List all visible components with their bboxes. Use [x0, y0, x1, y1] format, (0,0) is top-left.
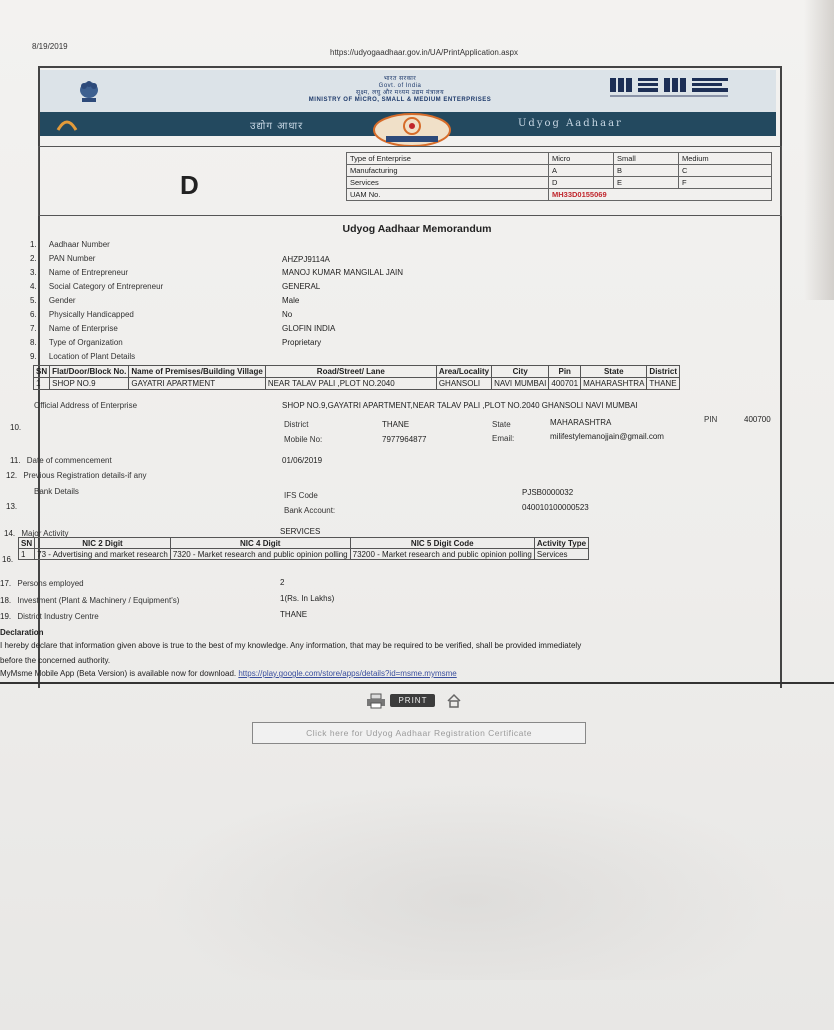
- field-label: Previous Registration details-if any: [23, 471, 147, 480]
- field-label: Location of Plant Details: [48, 352, 136, 361]
- field-label: District Industry Centre: [17, 612, 99, 621]
- plant-location-table: [33, 365, 680, 390]
- table-row: [347, 189, 772, 201]
- field-label: Physically Handicapped: [48, 310, 134, 319]
- table-row: [347, 165, 772, 177]
- field-number: 7.: [30, 324, 37, 333]
- field-label: Social Category of Entrepreneur: [48, 282, 164, 291]
- field-investment: [0, 596, 179, 606]
- account-value: 040010100000523: [522, 503, 589, 512]
- field-label: Name of Entrepreneur: [48, 268, 129, 277]
- document-title: Udyog Aadhaar Memorandum: [342, 223, 492, 235]
- district-label: District: [284, 420, 309, 429]
- field-number: 10.: [10, 423, 22, 432]
- field-label: Investment (Plant & Machinery / Equipment's): [17, 596, 180, 605]
- district-value: THANE: [382, 420, 410, 429]
- major-activity-value: SERVICES: [280, 527, 321, 536]
- account-label: Bank Account:: [284, 506, 336, 515]
- table-header: SN: [34, 366, 50, 378]
- mobile-value: 7977964877: [382, 435, 427, 444]
- background-edge: [804, 0, 834, 300]
- field-number: 11.: [10, 456, 21, 465]
- table-cell: Micro: [549, 153, 614, 165]
- ifs-label: IFS Code: [284, 491, 318, 500]
- field-social-category: [30, 282, 163, 292]
- enterprise-type-table: [346, 152, 772, 201]
- table-header: NIC 4 Digit: [170, 538, 350, 549]
- table-cell: A: [549, 165, 614, 177]
- field-number: 1.: [30, 240, 37, 249]
- commencement-value: 01/06/2019: [282, 456, 323, 465]
- field-entrepreneur: [30, 268, 128, 278]
- state-value: MAHARASHTRA: [550, 418, 612, 427]
- field-number: 3.: [30, 268, 37, 277]
- field-label: PAN Number: [48, 254, 96, 263]
- ministry-line: भारत सरकार: [383, 76, 417, 82]
- national-emblem-icon: [74, 76, 104, 106]
- table-header: City: [492, 366, 549, 378]
- handicapped-value: No: [282, 310, 293, 319]
- table-cell: F: [679, 177, 772, 189]
- table-cell: C: [679, 165, 772, 177]
- table-cell: GAYATRI APARTMENT: [129, 378, 265, 390]
- nic-code-table: [18, 537, 589, 560]
- table-header: Area/Locality: [436, 366, 491, 378]
- table-row: [347, 153, 772, 165]
- email-value: milifestylemanojjain@gmail.com: [550, 432, 664, 441]
- table-cell: 1: [34, 378, 50, 390]
- field-aadhaar: [30, 240, 110, 250]
- investment-value: 1(Rs. In Lakhs): [280, 594, 335, 603]
- print-button[interactable]: PRINT: [390, 694, 435, 707]
- table-cell: SHOP NO.9: [50, 378, 129, 390]
- field-gender: [30, 296, 76, 306]
- table-cell: B: [614, 165, 679, 177]
- field-label: Major Activity: [21, 529, 69, 538]
- table-header: Pin: [549, 366, 581, 378]
- ministry-line: MINISTRY OF MICRO, SMALL & MEDIUM ENTERPRISES: [308, 97, 492, 103]
- official-address-value: SHOP NO.9,GAYATRI APARTMENT,NEAR TALAV PALI ,PLOT NO.2040 GHANSOLI NAVI MUMBAI: [282, 401, 638, 410]
- enterprise-grade: D: [180, 170, 199, 200]
- field-number: 14.: [4, 529, 16, 538]
- table-header: SN: [19, 538, 35, 549]
- table-header: Road/Street/ Lane: [265, 366, 436, 378]
- table-header: Activity Type: [534, 538, 588, 549]
- field-number: 8.: [30, 338, 37, 347]
- table-row: [19, 549, 589, 560]
- field-number: 16.: [2, 555, 14, 564]
- page-shadow: [150, 780, 790, 980]
- printer-icon[interactable]: [366, 693, 386, 709]
- declaration-text-cont: before the concerned authority.: [0, 656, 111, 665]
- divider: [0, 682, 834, 684]
- declaration-heading: Declaration: [0, 628, 44, 637]
- field-number: 19.: [0, 612, 12, 621]
- field-number: 2.: [30, 254, 37, 263]
- table-header: District: [647, 366, 680, 378]
- table-cell: Services: [347, 177, 549, 189]
- table-row: [34, 378, 680, 390]
- organization-value: Proprietary: [282, 338, 322, 347]
- field-previous-registration: [6, 471, 147, 481]
- field-district-industry-centre: [0, 612, 99, 622]
- field-number: 12.: [6, 471, 18, 480]
- declaration-text: I hereby declare that information given above is true to the best of my knowledge. Any information, that may be required to be verified, shall be provided immediately: [0, 641, 582, 650]
- field-enterprise-name: [30, 324, 118, 334]
- print-date: 8/19/2019: [32, 42, 68, 51]
- table-cell: Small: [614, 153, 679, 165]
- field-commencement: [10, 456, 112, 466]
- field-persons-employed: [0, 579, 84, 589]
- social-category-value: GENERAL: [282, 282, 321, 291]
- mobile-label: Mobile No:: [284, 435, 323, 444]
- table-cell: NAVI MUMBAI: [492, 378, 549, 390]
- table-cell: Services: [534, 549, 588, 560]
- udyog-seal-icon: [372, 110, 452, 146]
- field-label: Gender: [48, 296, 76, 305]
- table-row: [347, 177, 772, 189]
- mobile-app-note: [0, 669, 457, 679]
- dic-value: THANE: [280, 610, 308, 619]
- table-header-row: [19, 538, 589, 549]
- field-organization: [30, 338, 123, 348]
- page-url: https://udyogaadhaar.gov.in/UA/PrintApplication.aspx: [330, 48, 518, 57]
- field-number: 9.: [30, 352, 37, 361]
- print-controls: [366, 692, 462, 710]
- field-number: 5.: [30, 296, 37, 305]
- table-header-row: [34, 366, 680, 378]
- table-cell: Manufacturing: [347, 165, 549, 177]
- field-label: Aadhaar Number: [48, 240, 110, 249]
- state-label: State: [492, 420, 511, 429]
- table-cell: NEAR TALAV PALI ,PLOT NO.2040: [265, 378, 436, 390]
- ifs-value: PJSB0000032: [522, 488, 574, 497]
- table-cell: 1: [19, 549, 35, 560]
- table-cell: 73200 - Market research and public opinion polling: [350, 549, 534, 560]
- table-cell: E: [614, 177, 679, 189]
- enterprise-name-value: GLOFIN INDIA: [282, 324, 336, 333]
- home-icon[interactable]: [446, 693, 462, 709]
- uam-label: UAM No.: [347, 189, 549, 201]
- bank-details-label: Bank Details: [34, 487, 79, 496]
- table-cell: 73 - Advertising and market research: [35, 549, 171, 560]
- table-cell: THANE: [647, 378, 680, 390]
- mobile-app-text: MyMsme Mobile App (Beta Version) is available now for download.: [0, 669, 237, 678]
- table-cell: MAHARASHTRA: [581, 378, 647, 390]
- field-label: Name of Enterprise: [48, 324, 118, 333]
- table-cell: Type of Enterprise: [347, 153, 549, 165]
- field-handicapped: [30, 310, 134, 320]
- ministry-line: Govt. of India: [378, 83, 422, 89]
- uam-number: MH33D0155069: [549, 189, 772, 201]
- certificate-button[interactable]: Click here for Udyog Aadhaar Registration Certificate: [252, 722, 586, 744]
- field-label: Type of Organization: [48, 338, 123, 347]
- field-number: 17.: [0, 579, 12, 588]
- pin-label: PIN: [704, 415, 718, 424]
- msme-logo-icon: [610, 74, 740, 100]
- pan-value: AHZPJ9114A: [282, 255, 330, 264]
- nav-title-hindi: उद्योग आधार: [250, 121, 304, 132]
- field-number: 18.: [0, 596, 12, 605]
- field-number: 6.: [30, 310, 37, 319]
- field-pan: [30, 254, 95, 264]
- field-plant-location: [30, 352, 135, 362]
- table-header: Name of Premises/Building Village: [129, 366, 265, 378]
- table-header: NIC 2 Digit: [35, 538, 171, 549]
- pin-value: 400700: [744, 415, 771, 424]
- entrepreneur-value: MANOJ KUMAR MANGILAL JAIN: [282, 268, 404, 277]
- ministry-title: [240, 76, 560, 104]
- field-number: 13.: [6, 502, 18, 511]
- table-cell: Medium: [679, 153, 772, 165]
- table-cell: GHANSOLI: [436, 378, 491, 390]
- persons-employed-value: 2: [280, 578, 285, 587]
- table-header: Flat/Door/Block No.: [50, 366, 129, 378]
- table-header: State: [581, 366, 647, 378]
- email-label: Email:: [492, 434, 515, 443]
- udyog-logo-icon: [56, 116, 78, 132]
- field-number: 4.: [30, 282, 37, 291]
- table-cell: D: [549, 177, 614, 189]
- gender-value: Male: [282, 296, 300, 305]
- mobile-app-link[interactable]: https://play.google.com/store/apps/details?id=msme.mymsme: [238, 669, 457, 678]
- nav-title-english: Udyog Aadhaar: [518, 118, 623, 129]
- table-cell: 400701: [549, 378, 581, 390]
- field-label: Persons employed: [17, 579, 84, 588]
- table-cell: 7320 - Market research and public opinion polling: [170, 549, 350, 560]
- official-address-label: Official Address of Enterprise: [34, 401, 138, 410]
- field-label: Date of commencement: [26, 456, 112, 465]
- ministry-line: सूक्ष्म, लघु और मध्यम उद्यम मंत्रालय: [355, 90, 445, 96]
- table-header: NIC 5 Digit Code: [350, 538, 534, 549]
